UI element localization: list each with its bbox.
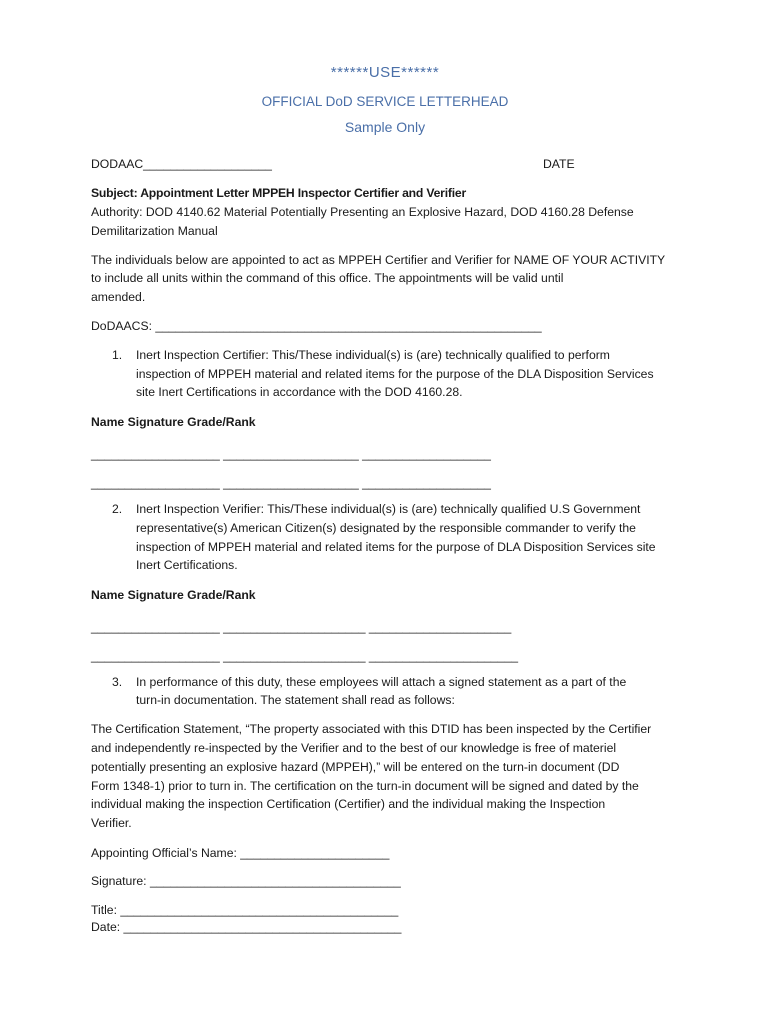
verifier-signature-line: ___________________ _____________________ _____________________ (91, 620, 512, 634)
certification-line-1: The Certification Statement, “The property associated with this DTID has been inspected by the Certifier (91, 722, 652, 736)
item-2-number: 2. (112, 502, 123, 516)
item-1-number: 1. (112, 348, 123, 362)
item-1-line-1: Inert Inspection Certifier: This/These individual(s) is (are) technically qualified to perform (136, 348, 610, 362)
certifier-signature-line: ___________________ ____________________ ___________________ (91, 476, 491, 490)
intro-line-1: The individuals below are appointed to act as MPPEH Certifier and Verifier for NAME OF YOUR ACTIVITY (91, 253, 666, 267)
letterhead-title: OFFICIAL DoD SERVICE LETTERHEAD (261, 94, 509, 109)
certification-line-6: Verifier. (91, 816, 132, 830)
item-3-line-2: turn-in documentation. The statement shall read as follows: (136, 693, 455, 707)
name-signature-grade-header: Name Signature Grade/Rank (91, 588, 256, 602)
appointing-date-field: Date: _________________________________________ (91, 920, 402, 934)
authority-line-2: Demilitarization Manual (91, 224, 218, 238)
intro-line-2: to include all units within the command of this office. The appointments will be valid until (91, 271, 564, 285)
certification-line-5: individual making the inspection Certification (Certifier) and the individual making the Inspection (91, 797, 606, 811)
item-2-line-1: Inert Inspection Verifier: This/These individual(s) is (are) technically qualified U.S Government (136, 502, 641, 516)
certification-line-3: potentially presenting an explosive hazard (MPPEH),” will be entered on the turn-in document (DD (91, 760, 620, 774)
name-signature-grade-header: Name Signature Grade/Rank (91, 415, 256, 429)
appointing-official-name-field: Appointing Official’s Name: ______________________ (91, 846, 390, 860)
date-label: DATE (543, 157, 575, 171)
item-3-line-1: In performance of this duty, these employees will attach a signed statement as a part of the (136, 675, 627, 689)
item-2-line-2: representative(s) American Citizen(s) designated by the responsible commander to verify the (136, 521, 636, 535)
intro-line-3: amended. (91, 290, 146, 304)
authority-line-1: Authority: DOD 4140.62 Material Potentially Presenting an Explosive Hazard, DOD 4160.28 Defense (91, 205, 634, 219)
item-1-line-3: site Inert Certifications in accordance with the DOD 4160.28. (136, 385, 463, 399)
dodaac-field: DODAAC___________________ (91, 157, 272, 171)
item-1-line-2: inspection of MPPEH material and related items for the purpose of the DLA Disposition Services (136, 367, 654, 381)
appointing-signature-field: Signature: _____________________________________ (91, 874, 401, 888)
certifier-signature-line: ___________________ ____________________ ___________________ (91, 447, 491, 461)
sample-only-label: Sample Only (344, 119, 426, 135)
item-3-number: 3. (112, 675, 123, 689)
certification-line-4: Form 1348-1) prior to turn in. The certification on the turn-in document will be signed and dated by the (91, 779, 639, 793)
certification-line-2: and independently re-inspected by the Verifier and to the best of our knowledge is free of materiel (91, 741, 617, 755)
item-2-line-3: inspection of MPPEH material and related items for the purpose of DLA Disposition Services site (136, 540, 656, 554)
verifier-signature-line: ___________________ _____________________ ______________________ (91, 649, 519, 663)
appointing-title-field: Title: _________________________________________ (91, 903, 399, 917)
dodaacs-field: DoDAACS: _________________________________________________________ (91, 319, 542, 333)
item-2-line-4: Inert Certifications. (136, 558, 238, 572)
use-banner: ******USE****** (330, 64, 440, 81)
subject-line: Subject: Appointment Letter MPPEH Inspector Certifier and Verifier (91, 186, 467, 200)
